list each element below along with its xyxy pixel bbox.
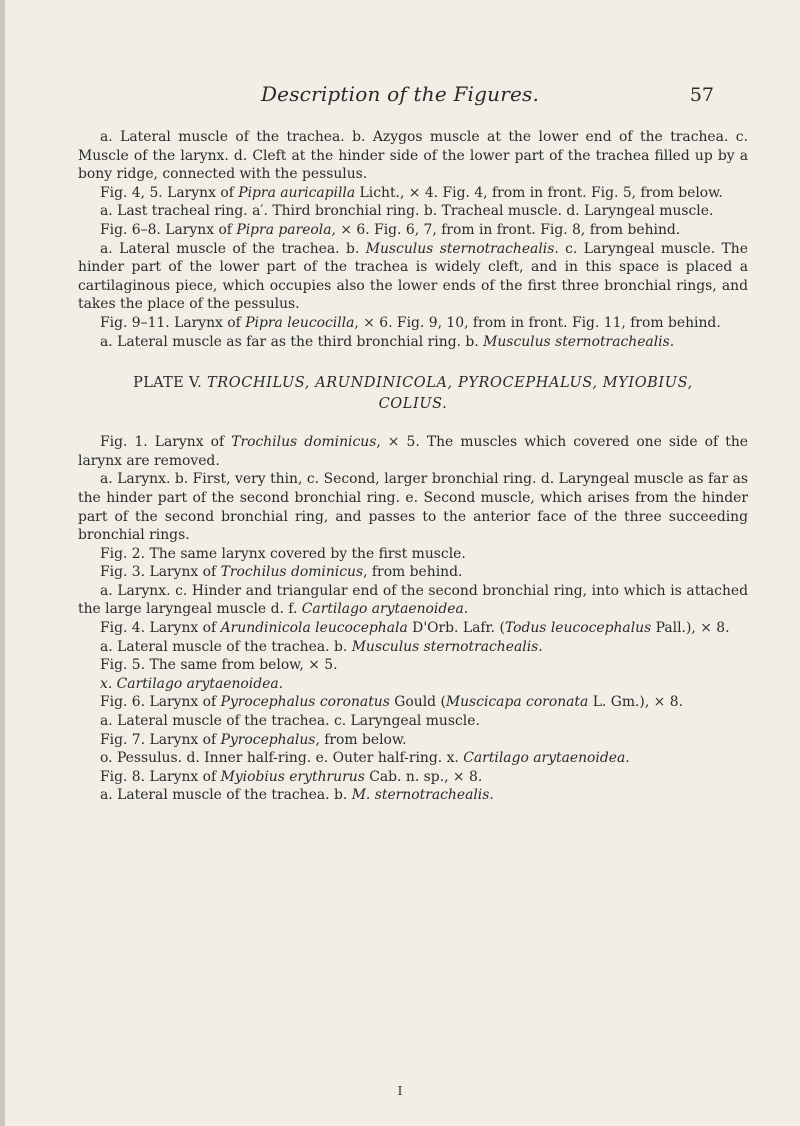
paragraph: a. Last tracheal ring. a′. Third bronchial ring. b. Tracheal muscle. d. Laryngeal muscle. [100, 203, 714, 220]
italic-species-name: Trochilus dominicus [231, 434, 377, 451]
paragraph: a. Larynx. b. First, very thin, c. Second, larger bronchial ring. d. Laryngeal muscle as far as the hinder part of the second bronchial ring. e. Second muscle, which arises from the hinder part of the second bronchial ring, and passes to the anterior face of the three succeeding bronchial rings. [78, 471, 748, 544]
paragraph: a. Lateral muscle of the trachea. b. Musculus sternotrachealis. c. Laryngeal muscle. The hinder part of the lower part of the trachea is widely cleft, and in this space is placed a cartilaginous piece, which occupies also the lower ends of the first three bronchial rings, and takes the place of the pessulus. [78, 240, 748, 313]
paragraphs-before-plate [78, 128, 748, 351]
italic-species-name: Cartilago arytaenoidea [463, 750, 626, 767]
scan-edge [0, 0, 5, 1126]
paragraph: Fig. 5. The same from below, × 5. [100, 657, 338, 674]
page-number: 57 [689, 84, 714, 106]
paragraph: Fig. 3. Larynx of Trochilus dominicus, from behind. [100, 564, 463, 581]
plate-genera-line2: COLIUS. [378, 396, 448, 413]
italic-species-name: Pipra pareola [236, 221, 332, 238]
paragraph: x. Cartilago arytaenoidea. [100, 675, 284, 692]
plate-prefix: PLATE V. [133, 375, 203, 392]
plate-heading [78, 373, 748, 415]
italic-species-name: Musculus sternotrachealis [365, 240, 555, 257]
paragraph: Fig. 8. Larynx of Myiobius erythrurus Cab. n. sp., × 8. [100, 768, 483, 785]
paragraph: Fig. 1. Larynx of Trochilus dominicus, × 5. The muscles which covered one side of the larynx are removed. [78, 434, 748, 469]
italic-species-name: Muscicapa coronata [445, 694, 589, 711]
italic-species-name: Musculus sternotrachealis [351, 638, 539, 655]
paragraph: Fig. 2. The same larynx covered by the first muscle. [100, 545, 466, 562]
paragraphs-after-plate [78, 433, 748, 805]
paragraph: a. Lateral muscle of the trachea. b. M. sternotrachealis. [100, 787, 494, 804]
paragraph: Fig. 7. Larynx of Pyrocephalus, from below. [100, 731, 407, 748]
italic-species-name: Pyrocephalus [220, 731, 316, 748]
running-title: Description of the Figures. [260, 82, 540, 106]
paragraph: a. Lateral muscle of the trachea. c. Laryngeal muscle. [100, 713, 480, 730]
italic-species-name: Trochilus dominicus [220, 564, 364, 581]
paragraph: a. Lateral muscle of the trachea. b. Azygos muscle at the lower end of the trachea. c. Muscle of the larynx. d. Cleft at the hinder side of the lower part of the trachea filled up by a bony ridge, connected with the pessulus. [78, 129, 748, 183]
italic-species-name: M. sternotrachealis [351, 787, 490, 804]
signature-mark: I [397, 1084, 403, 1098]
italic-species-name: Arundinicola leucocephala [220, 620, 408, 637]
paragraph: a. Lateral muscle as far as the third bronchial ring. b. Musculus sternotrachealis. [100, 333, 675, 350]
italic-species-name: Pipra auricapilla [238, 184, 356, 201]
italic-species-name: x. Cartilago arytaenoidea [100, 675, 279, 692]
plate-genera-line1: TROCHILUS, ARUNDINICOLA, PYROCEPHALUS, MYIOBIUS, [206, 375, 693, 392]
paragraph: Fig. 6. Larynx of Pyrocephalus coronatus Gould (Muscicapa coronata L. Gm.), × 8. [100, 694, 683, 711]
italic-species-name: Pyrocephalus coronatus [220, 694, 390, 711]
paragraph: a. Larynx. c. Hinder and triangular end of the second bronchial ring, into which is attached the large laryngeal muscle d. f. Cartilago arytaenoidea. [78, 582, 748, 618]
italic-species-name: Todus leucocephalus [504, 620, 652, 637]
italic-species-name: Pipra leucocilla [245, 314, 355, 331]
page-header [0, 82, 800, 122]
paragraph: a. Lateral muscle of the trachea. b. Musculus sternotrachealis. [100, 638, 543, 655]
italic-species-name: Cartilago arytaenoidea [301, 601, 464, 618]
italic-species-name: Musculus sternotrachealis [483, 333, 670, 350]
paragraph: o. Pessulus. d. Inner half-ring. e. Outer half-ring. x. Cartilago arytaenoidea. [100, 750, 630, 767]
paragraph: Fig. 9–11. Larynx of Pipra leucocilla, × 6. Fig. 9, 10, from in front. Fig. 11, from behind. [100, 314, 721, 331]
paragraph: Fig. 4. Larynx of Arundinicola leucocephala D'Orb. Lafr. (Todus leucocephalus Pall.), × 8. [100, 620, 730, 637]
italic-species-name: Myiobius erythrurus [220, 768, 365, 785]
paragraph: Fig. 4, 5. Larynx of Pipra auricapilla Licht., × 4. Fig. 4, from in front. Fig. 5, from below. [100, 184, 723, 201]
body-text [78, 128, 748, 805]
paragraph: Fig. 6–8. Larynx of Pipra pareola, × 6. Fig. 6, 7, from in front. Fig. 8, from behind. [100, 221, 681, 238]
